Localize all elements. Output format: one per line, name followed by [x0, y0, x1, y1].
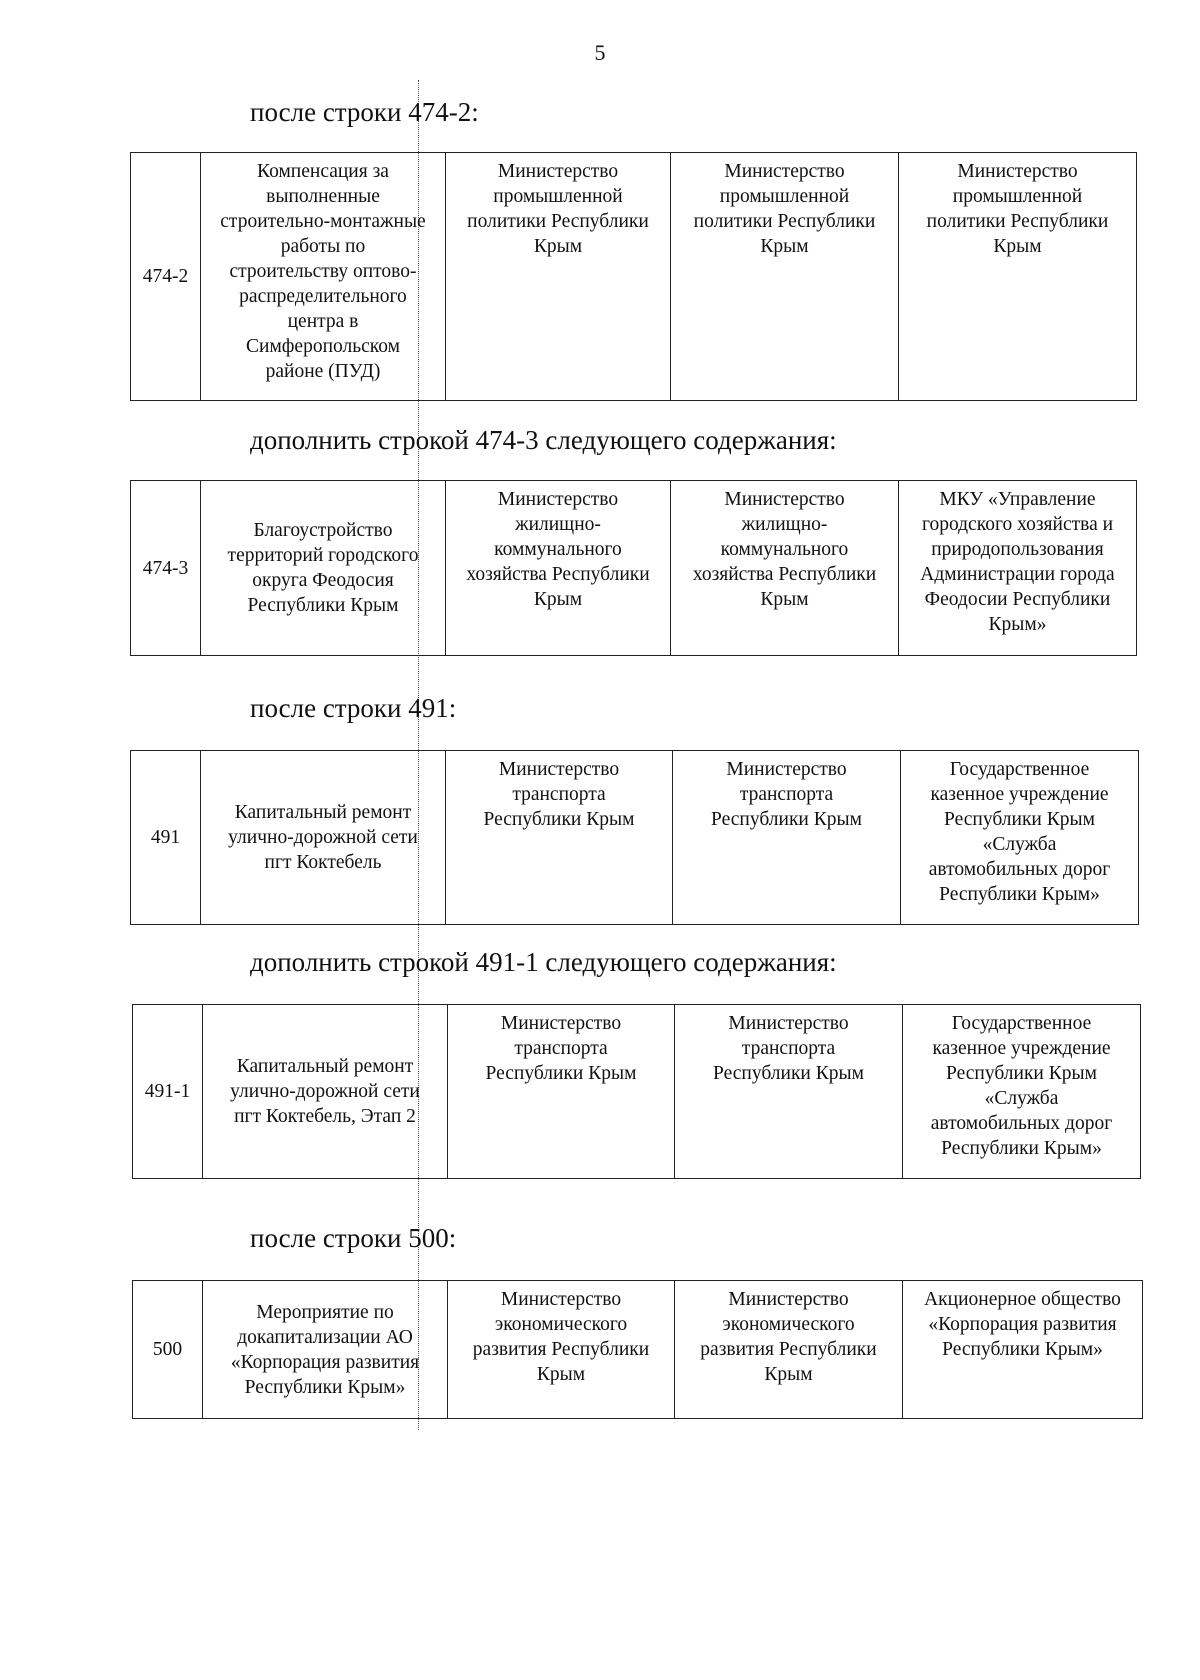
cell-text-line: улично-дорожной сети	[228, 827, 418, 848]
cell-text-line: транспорта	[739, 784, 834, 805]
cell-text-line: «Служба	[982, 834, 1057, 855]
cell-text-line: транспорта	[741, 1038, 836, 1059]
main-manager-cell	[446, 153, 671, 401]
cell-text-line: строительству оптово-	[229, 261, 417, 282]
cell-text-line: Администрации города	[920, 564, 1115, 585]
budget-manager-cell	[675, 1005, 903, 1179]
cell-text-line: жилищно-	[515, 514, 601, 535]
cell-text-line: политики Республики	[693, 211, 876, 232]
cell-text-line: пгт Коктебель	[264, 852, 382, 873]
cell-text-line: Крым	[533, 589, 583, 610]
cell-text-line: Министерство	[497, 489, 619, 510]
table-row	[133, 1281, 1143, 1419]
cell-text-line: Крым»	[988, 614, 1047, 635]
page-number: 5	[594, 40, 606, 65]
cell-text-line: «Корпорация развития	[928, 1314, 1117, 1335]
cell-text-line: экономического	[494, 1314, 628, 1335]
cell-text-line: Республики Крым	[483, 809, 635, 830]
cell-text-line: развития Республики	[472, 1339, 650, 1360]
cell-text-line: Министерство	[724, 489, 845, 510]
cell-text-line: Феодосии Республики	[924, 589, 1111, 610]
cell-text-line: Министерство	[726, 759, 847, 780]
cell-text-line: транспорта	[512, 784, 606, 805]
cell-text-line: развития Республики	[700, 1339, 877, 1360]
cell-text-line: Министерство	[500, 1013, 622, 1034]
cell-text-line: экономического	[722, 1314, 855, 1335]
object-name-cell	[201, 481, 446, 656]
cell-text-line: Министерство	[957, 161, 1078, 182]
cell-text-line: Республики Крым»	[941, 1138, 1102, 1159]
cell-text-line: политики Республики	[926, 211, 1109, 232]
cell-text-line: МКУ «Управление	[939, 489, 1096, 510]
cell-text-line: распределительного	[239, 286, 407, 307]
cell-text-line: Министерство	[724, 161, 845, 182]
cell-text-line: Крым	[764, 1364, 813, 1385]
cell-text-line: Республики Крым	[485, 1063, 637, 1084]
main-manager-cell	[446, 481, 671, 656]
cell-text-line: районе (ПУД)	[265, 361, 381, 382]
cell-text-line: Крым	[536, 1364, 586, 1385]
cell-text-line: Акционерное общество	[924, 1289, 1121, 1310]
cell-text-line: Мероприятие по	[256, 1301, 394, 1323]
table-row	[131, 153, 1137, 401]
cell-text-line: «Корпорация развития	[230, 1351, 420, 1373]
cell-text-line: улично-дорожной сети	[230, 1081, 420, 1102]
amendment-table	[130, 152, 1137, 401]
budget-manager-cell	[673, 751, 901, 925]
cell-text-line: жилищно-	[741, 514, 828, 535]
cell-text-line: казенное учреждение	[930, 784, 1109, 805]
customer-cell	[899, 481, 1137, 656]
customer-cell	[903, 1005, 1141, 1179]
amendment-table	[130, 750, 1139, 925]
cell-text-line: Компенсация за	[257, 161, 389, 182]
section-heading: дополнить строкой 491-1 следующего содержания:	[250, 947, 837, 977]
cell-text-line: Министерство	[500, 1289, 622, 1310]
customer-cell	[903, 1281, 1143, 1419]
budget-manager-cell	[671, 153, 899, 401]
row-number-cell: 474-3	[131, 481, 201, 656]
row-number-cell: 500	[133, 1281, 203, 1419]
budget-manager-cell	[675, 1281, 903, 1419]
cell-text-line: автомобильных дорог	[930, 1113, 1113, 1134]
cell-text-line: округа Феодосия	[252, 570, 394, 591]
cell-text-line: промышленной	[493, 186, 623, 207]
cell-text-line: Министерство	[497, 161, 619, 182]
object-name-cell	[203, 1005, 448, 1179]
section-heading: после строки 500:	[250, 1223, 457, 1253]
amendment-table	[130, 480, 1137, 656]
section-heading: дополнить строкой 474-3 следующего содержания:	[250, 425, 837, 455]
cell-text-line: Капитальный ремонт	[236, 1056, 414, 1077]
cell-text-line: Республики Крым»	[942, 1339, 1103, 1360]
cell-text-line: Симферопольском	[246, 336, 400, 357]
cell-text-line: строительно-монтажные	[220, 211, 426, 232]
cell-text-line: природопользования	[931, 539, 1104, 560]
cell-text-line: городского хозяйства и	[921, 514, 1114, 535]
object-name-cell	[203, 1281, 448, 1419]
cell-text-line: Крым	[533, 236, 583, 257]
cell-text-line: Государственное	[951, 1013, 1092, 1034]
row-number-cell: 474-2	[131, 153, 201, 401]
cell-text-line: Крым	[760, 589, 809, 610]
row-number-cell: 491	[131, 751, 201, 925]
amendment-table	[132, 1280, 1143, 1419]
cell-text-line: Крым	[993, 236, 1042, 257]
main-manager-cell	[448, 1005, 675, 1179]
cell-text-line: коммунального	[720, 539, 849, 560]
cell-text-line: казенное учреждение	[932, 1038, 1111, 1059]
cell-text-line: хозяйства Республики	[466, 564, 650, 585]
cell-text-line: докапитализации АО	[237, 1326, 413, 1348]
cell-text-line: центра в	[287, 311, 359, 332]
section-heading: после строки 474-2:	[250, 97, 479, 127]
cell-text-line: Республики Крым	[946, 1063, 1097, 1084]
table-row	[131, 751, 1139, 925]
cell-text-line: работы по	[280, 236, 366, 257]
cell-text-line: Благоустройство	[253, 520, 393, 541]
customer-cell	[901, 751, 1139, 925]
row-number-cell: 491-1	[133, 1005, 203, 1179]
table-row	[133, 1005, 1141, 1179]
main-manager-cell	[448, 1281, 675, 1419]
budget-manager-cell	[671, 481, 899, 656]
cell-text-line: Республики Крым	[944, 809, 1095, 830]
cell-text-line: выполненные	[266, 186, 380, 207]
cell-text-line: транспорта	[514, 1038, 608, 1059]
cell-text-line: «Служба	[984, 1088, 1059, 1109]
cell-text-line: Министерство	[728, 1289, 849, 1310]
cell-text-line: Крым	[760, 236, 809, 257]
cell-text-line: Республики Крым	[713, 1063, 864, 1084]
cell-text-line: промышленной	[719, 186, 850, 207]
cell-text-line: Республики Крым	[711, 809, 862, 830]
cell-text-line: пгт Коктебель, Этап 2	[234, 1106, 416, 1127]
cell-text-line: Министерство	[498, 759, 620, 780]
cell-text-line: Республики Крым»	[244, 1376, 406, 1398]
cell-text-line: политики Республики	[467, 211, 649, 232]
cell-text-line: Министерство	[728, 1013, 849, 1034]
cell-text-line: Капитальный ремонт	[234, 802, 412, 823]
cell-text-line: хозяйства Республики	[692, 564, 877, 585]
cell-text-line: Республики Крым	[247, 595, 399, 616]
customer-cell	[899, 153, 1137, 401]
section-heading: после строки 491:	[250, 693, 457, 723]
amendment-table	[132, 1004, 1141, 1179]
cell-text-line: промышленной	[952, 186, 1083, 207]
object-name-cell	[201, 751, 446, 925]
table-row	[131, 481, 1137, 656]
object-name-cell	[201, 153, 446, 401]
cell-text-line: Государственное	[949, 759, 1090, 780]
main-manager-cell	[446, 751, 673, 925]
cell-text-line: территорий городского	[227, 545, 419, 566]
cell-text-line: Республики Крым»	[939, 884, 1100, 905]
cell-text-line: автомобильных дорог	[928, 859, 1111, 880]
cell-text-line: коммунального	[494, 539, 622, 560]
